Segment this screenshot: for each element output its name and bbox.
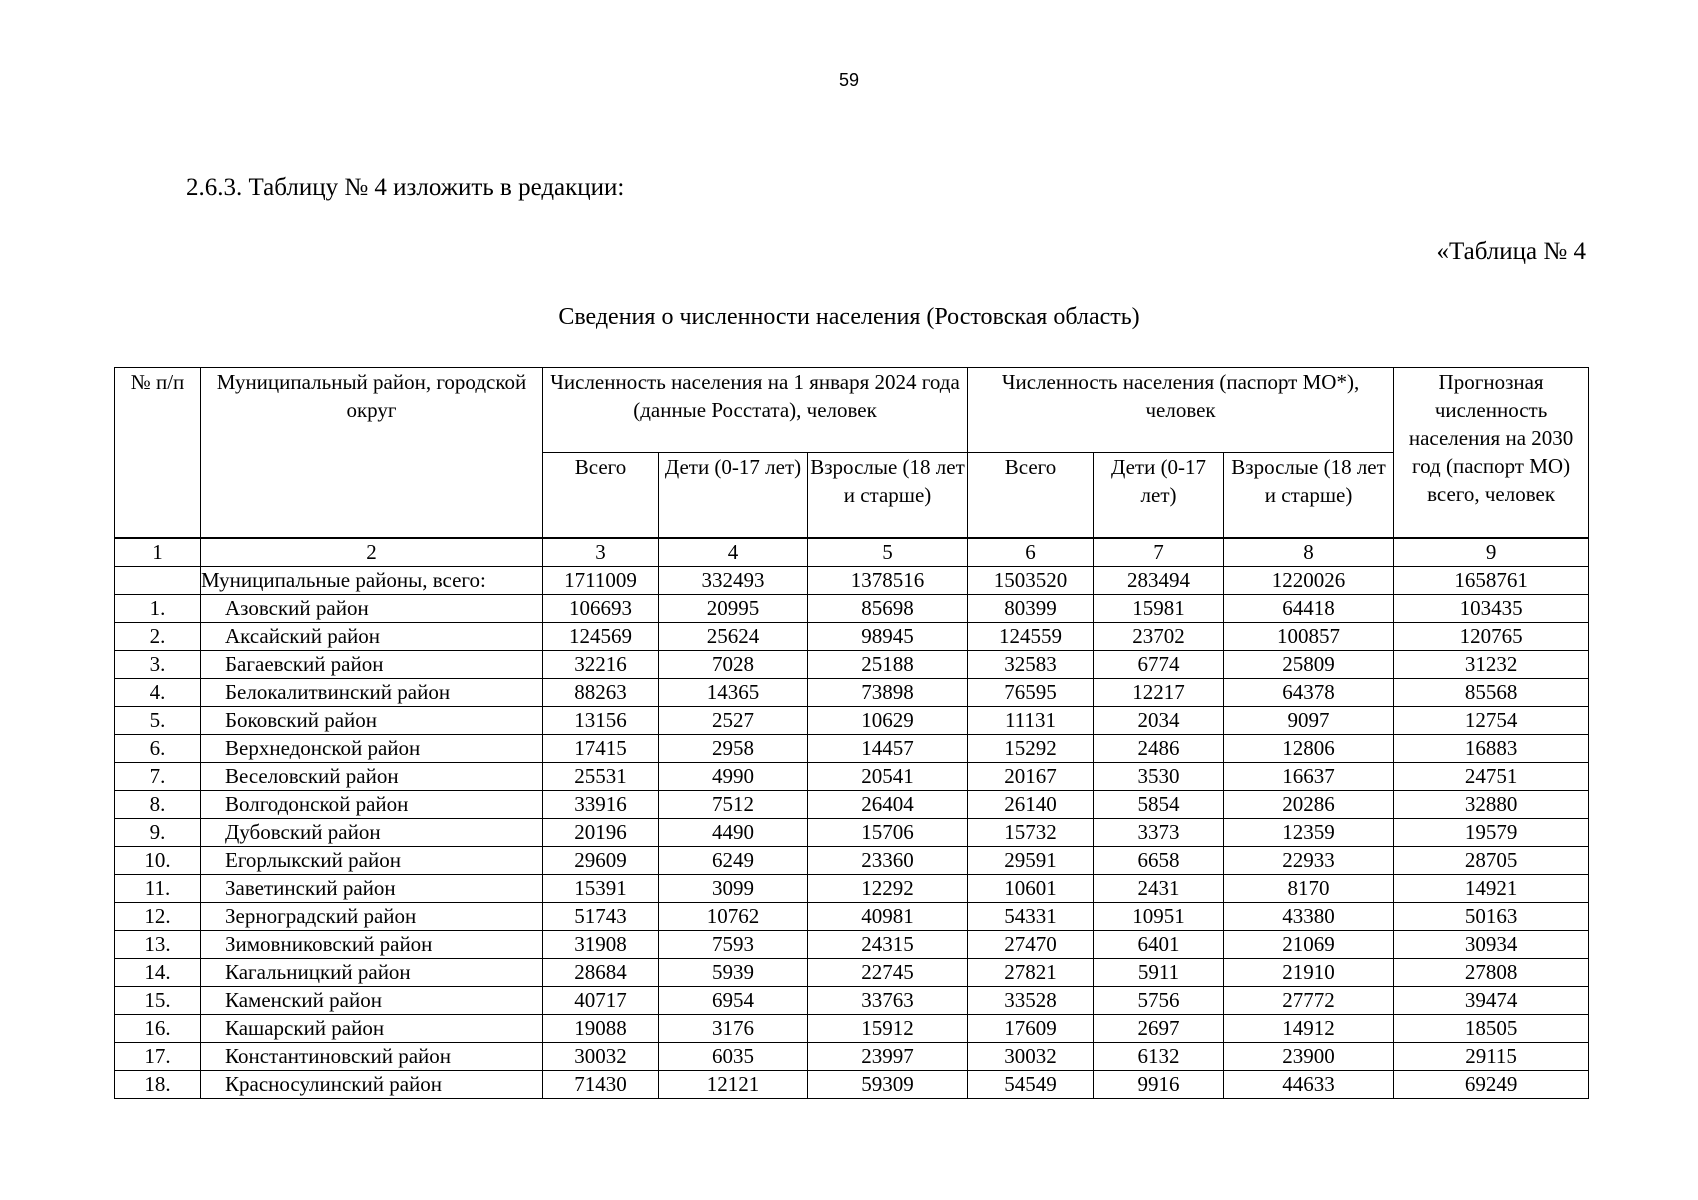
header-rosstat-adults: Взрослые (18 лет и старше): [808, 453, 968, 539]
passport-adults-cell: 14912: [1224, 1015, 1394, 1043]
passport-total-cell: 27821: [968, 959, 1094, 987]
municipality-name-cell: Муниципальные районы, всего:: [201, 567, 543, 595]
rosstat-total-cell: 31908: [543, 931, 659, 959]
column-number: 6: [968, 538, 1094, 567]
column-number: 7: [1094, 538, 1224, 567]
rosstat-adults-cell: 22745: [808, 959, 968, 987]
rosstat-adults-cell: 14457: [808, 735, 968, 763]
column-number: 9: [1394, 538, 1589, 567]
row-number-cell: 11.: [115, 875, 201, 903]
municipality-name-cell: Кашарский район: [201, 1015, 543, 1043]
table-row: [115, 679, 1589, 707]
rosstat-children-cell: 3176: [659, 1015, 808, 1043]
passport-adults-cell: 21069: [1224, 931, 1394, 959]
forecast-2030-cell: 14921: [1394, 875, 1589, 903]
passport-adults-cell: 9097: [1224, 707, 1394, 735]
passport-total-cell: 27470: [968, 931, 1094, 959]
header-forecast: Прогнозная численность населения на 2030 год (паспорт МО) всего, человек: [1394, 368, 1589, 539]
passport-adults-cell: 43380: [1224, 903, 1394, 931]
forecast-2030-cell: 28705: [1394, 847, 1589, 875]
table-row: [115, 595, 1589, 623]
passport-children-cell: 3373: [1094, 819, 1224, 847]
rosstat-adults-cell: 40981: [808, 903, 968, 931]
table-row: [115, 791, 1589, 819]
rosstat-total-cell: 29609: [543, 847, 659, 875]
rosstat-children-cell: 14365: [659, 679, 808, 707]
rosstat-adults-cell: 33763: [808, 987, 968, 1015]
row-number-cell: 16.: [115, 1015, 201, 1043]
rosstat-children-cell: 4990: [659, 763, 808, 791]
forecast-2030-cell: 69249: [1394, 1071, 1589, 1099]
rosstat-children-cell: 7512: [659, 791, 808, 819]
passport-adults-cell: 25809: [1224, 651, 1394, 679]
table-row: [115, 987, 1589, 1015]
rosstat-total-cell: 71430: [543, 1071, 659, 1099]
rosstat-children-cell: 2958: [659, 735, 808, 763]
rosstat-adults-cell: 20541: [808, 763, 968, 791]
passport-adults-cell: 16637: [1224, 763, 1394, 791]
passport-total-cell: 20167: [968, 763, 1094, 791]
rosstat-children-cell: 6249: [659, 847, 808, 875]
instruction-text: 2.6.3. Таблицу № 4 изложить в редакции:: [186, 174, 625, 201]
municipality-name-cell: Зимовниковский район: [201, 931, 543, 959]
forecast-2030-cell: 19579: [1394, 819, 1589, 847]
rosstat-total-cell: 124569: [543, 623, 659, 651]
row-number-cell: 17.: [115, 1043, 201, 1071]
header-passport-adults: Взрослые (18 лет и старше): [1224, 453, 1394, 539]
row-number-cell: 9.: [115, 819, 201, 847]
municipality-name-cell: Каменский район: [201, 987, 543, 1015]
passport-adults-cell: 23900: [1224, 1043, 1394, 1071]
column-number: 5: [808, 538, 968, 567]
passport-children-cell: 5854: [1094, 791, 1224, 819]
table-row: [115, 1043, 1589, 1071]
header-municipality: Муниципальный район, городской округ: [201, 368, 543, 539]
forecast-2030-cell: 12754: [1394, 707, 1589, 735]
population-table: [114, 367, 1589, 1099]
header-rosstat-group: Численность населения на 1 января 2024 года (данные Росстата), человек: [543, 368, 968, 453]
rosstat-total-cell: 33916: [543, 791, 659, 819]
rosstat-children-cell: 4490: [659, 819, 808, 847]
municipality-name-cell: Веселовский район: [201, 763, 543, 791]
table-row: [115, 959, 1589, 987]
table-row: [115, 847, 1589, 875]
forecast-2030-cell: 39474: [1394, 987, 1589, 1015]
passport-children-cell: 15981: [1094, 595, 1224, 623]
passport-children-cell: 6132: [1094, 1043, 1224, 1071]
row-number-cell: [115, 567, 201, 595]
forecast-2030-cell: 85568: [1394, 679, 1589, 707]
passport-children-cell: 283494: [1094, 567, 1224, 595]
municipality-name-cell: Егорлыкский район: [201, 847, 543, 875]
municipality-name-cell: Багаевский район: [201, 651, 543, 679]
forecast-2030-cell: 18505: [1394, 1015, 1589, 1043]
rosstat-children-cell: 6954: [659, 987, 808, 1015]
municipality-name-cell: Аксайский район: [201, 623, 543, 651]
municipality-name-cell: Дубовский район: [201, 819, 543, 847]
row-number-cell: 1.: [115, 595, 201, 623]
forecast-2030-cell: 50163: [1394, 903, 1589, 931]
municipality-name-cell: Боковский район: [201, 707, 543, 735]
row-number-cell: 6.: [115, 735, 201, 763]
rosstat-children-cell: 6035: [659, 1043, 808, 1071]
row-number-cell: 8.: [115, 791, 201, 819]
passport-adults-cell: 27772: [1224, 987, 1394, 1015]
row-number-cell: 4.: [115, 679, 201, 707]
passport-adults-cell: 100857: [1224, 623, 1394, 651]
rosstat-adults-cell: 12292: [808, 875, 968, 903]
row-number-cell: 7.: [115, 763, 201, 791]
column-number: 1: [115, 538, 201, 567]
row-number-cell: 3.: [115, 651, 201, 679]
passport-children-cell: 2034: [1094, 707, 1224, 735]
rosstat-total-cell: 13156: [543, 707, 659, 735]
passport-adults-cell: 44633: [1224, 1071, 1394, 1099]
rosstat-adults-cell: 24315: [808, 931, 968, 959]
header-passport-total: Всего: [968, 453, 1094, 539]
column-number: 2: [201, 538, 543, 567]
column-number: 8: [1224, 538, 1394, 567]
page-number: 59: [838, 70, 860, 90]
table-row: [115, 651, 1589, 679]
municipality-name-cell: Верхнедонской район: [201, 735, 543, 763]
rosstat-adults-cell: 23997: [808, 1043, 968, 1071]
table-row: [115, 1071, 1589, 1099]
rosstat-total-cell: 40717: [543, 987, 659, 1015]
passport-total-cell: 80399: [968, 595, 1094, 623]
rosstat-adults-cell: 15706: [808, 819, 968, 847]
passport-total-cell: 29591: [968, 847, 1094, 875]
row-number-cell: 12.: [115, 903, 201, 931]
passport-children-cell: 6658: [1094, 847, 1224, 875]
rosstat-total-cell: 20196: [543, 819, 659, 847]
rosstat-total-cell: 15391: [543, 875, 659, 903]
passport-children-cell: 3530: [1094, 763, 1224, 791]
passport-adults-cell: 12806: [1224, 735, 1394, 763]
municipality-name-cell: Константиновский район: [201, 1043, 543, 1071]
passport-total-cell: 54331: [968, 903, 1094, 931]
rosstat-adults-cell: 26404: [808, 791, 968, 819]
passport-adults-cell: 20286: [1224, 791, 1394, 819]
passport-total-cell: 30032: [968, 1043, 1094, 1071]
rosstat-adults-cell: 23360: [808, 847, 968, 875]
rosstat-children-cell: 12121: [659, 1071, 808, 1099]
rosstat-adults-cell: 59309: [808, 1071, 968, 1099]
passport-total-cell: 15732: [968, 819, 1094, 847]
passport-adults-cell: 8170: [1224, 875, 1394, 903]
rosstat-adults-cell: 85698: [808, 595, 968, 623]
forecast-2030-cell: 32880: [1394, 791, 1589, 819]
municipality-name-cell: Белокалитвинский район: [201, 679, 543, 707]
rosstat-adults-cell: 1378516: [808, 567, 968, 595]
row-number-cell: 13.: [115, 931, 201, 959]
forecast-2030-cell: 30934: [1394, 931, 1589, 959]
row-number-cell: 2.: [115, 623, 201, 651]
passport-total-cell: 15292: [968, 735, 1094, 763]
passport-total-cell: 32583: [968, 651, 1094, 679]
row-number-cell: 10.: [115, 847, 201, 875]
municipality-name-cell: Заветинский район: [201, 875, 543, 903]
total-row: [115, 567, 1589, 595]
municipality-name-cell: Зерноградский район: [201, 903, 543, 931]
rosstat-children-cell: 7593: [659, 931, 808, 959]
table-row: [115, 623, 1589, 651]
row-number-cell: 15.: [115, 987, 201, 1015]
forecast-2030-cell: 24751: [1394, 763, 1589, 791]
column-number: 4: [659, 538, 808, 567]
rosstat-children-cell: 10762: [659, 903, 808, 931]
passport-children-cell: 12217: [1094, 679, 1224, 707]
rosstat-children-cell: 20995: [659, 595, 808, 623]
passport-total-cell: 17609: [968, 1015, 1094, 1043]
column-number-row: [115, 538, 1589, 567]
passport-adults-cell: 21910: [1224, 959, 1394, 987]
header-rosstat-children: Дети (0-17 лет): [659, 453, 808, 539]
rosstat-children-cell: 25624: [659, 623, 808, 651]
rosstat-children-cell: 332493: [659, 567, 808, 595]
table-reference: «Таблица № 4: [1436, 238, 1586, 265]
passport-adults-cell: 12359: [1224, 819, 1394, 847]
table-row: [115, 763, 1589, 791]
rosstat-total-cell: 51743: [543, 903, 659, 931]
municipality-name-cell: Кагальницкий район: [201, 959, 543, 987]
rosstat-adults-cell: 15912: [808, 1015, 968, 1043]
passport-total-cell: 76595: [968, 679, 1094, 707]
header-num: № п/п: [115, 368, 201, 539]
table-row: [115, 819, 1589, 847]
municipality-name-cell: Азовский район: [201, 595, 543, 623]
rosstat-children-cell: 3099: [659, 875, 808, 903]
rosstat-adults-cell: 10629: [808, 707, 968, 735]
table-body: [115, 567, 1589, 1099]
passport-total-cell: 26140: [968, 791, 1094, 819]
header-passport-group: Численность населения (паспорт МО*), человек: [968, 368, 1394, 453]
forecast-2030-cell: 16883: [1394, 735, 1589, 763]
forecast-2030-cell: 31232: [1394, 651, 1589, 679]
passport-total-cell: 54549: [968, 1071, 1094, 1099]
rosstat-total-cell: 25531: [543, 763, 659, 791]
rosstat-children-cell: 2527: [659, 707, 808, 735]
passport-children-cell: 2697: [1094, 1015, 1224, 1043]
table-row: [115, 931, 1589, 959]
table-row: [115, 707, 1589, 735]
header-passport-children: Дети (0-17 лет): [1094, 453, 1224, 539]
passport-children-cell: 5756: [1094, 987, 1224, 1015]
rosstat-adults-cell: 73898: [808, 679, 968, 707]
passport-adults-cell: 64418: [1224, 595, 1394, 623]
forecast-2030-cell: 120765: [1394, 623, 1589, 651]
header-rosstat-total: Всего: [543, 453, 659, 539]
forecast-2030-cell: 27808: [1394, 959, 1589, 987]
rosstat-adults-cell: 25188: [808, 651, 968, 679]
passport-children-cell: 9916: [1094, 1071, 1224, 1099]
forecast-2030-cell: 103435: [1394, 595, 1589, 623]
rosstat-children-cell: 5939: [659, 959, 808, 987]
passport-children-cell: 2486: [1094, 735, 1224, 763]
passport-adults-cell: 22933: [1224, 847, 1394, 875]
passport-children-cell: 10951: [1094, 903, 1224, 931]
municipality-name-cell: Красносулинский район: [201, 1071, 543, 1099]
municipality-name-cell: Волгодонской район: [201, 791, 543, 819]
passport-total-cell: 11131: [968, 707, 1094, 735]
table-row: [115, 903, 1589, 931]
rosstat-total-cell: 19088: [543, 1015, 659, 1043]
rosstat-total-cell: 106693: [543, 595, 659, 623]
rosstat-total-cell: 88263: [543, 679, 659, 707]
passport-total-cell: 124559: [968, 623, 1094, 651]
passport-total-cell: 10601: [968, 875, 1094, 903]
table-title: Сведения о численности населения (Ростовская область): [558, 304, 1140, 330]
table-row: [115, 1015, 1589, 1043]
row-number-cell: 14.: [115, 959, 201, 987]
row-number-cell: 18.: [115, 1071, 201, 1099]
table-row: [115, 735, 1589, 763]
passport-total-cell: 1503520: [968, 567, 1094, 595]
rosstat-children-cell: 7028: [659, 651, 808, 679]
table-row: [115, 875, 1589, 903]
passport-children-cell: 5911: [1094, 959, 1224, 987]
row-number-cell: 5.: [115, 707, 201, 735]
forecast-2030-cell: 1658761: [1394, 567, 1589, 595]
passport-children-cell: 2431: [1094, 875, 1224, 903]
passport-children-cell: 23702: [1094, 623, 1224, 651]
rosstat-total-cell: 28684: [543, 959, 659, 987]
passport-children-cell: 6401: [1094, 931, 1224, 959]
rosstat-total-cell: 1711009: [543, 567, 659, 595]
rosstat-total-cell: 30032: [543, 1043, 659, 1071]
rosstat-adults-cell: 98945: [808, 623, 968, 651]
rosstat-total-cell: 32216: [543, 651, 659, 679]
passport-adults-cell: 1220026: [1224, 567, 1394, 595]
passport-children-cell: 6774: [1094, 651, 1224, 679]
passport-total-cell: 33528: [968, 987, 1094, 1015]
forecast-2030-cell: 29115: [1394, 1043, 1589, 1071]
passport-adults-cell: 64378: [1224, 679, 1394, 707]
rosstat-total-cell: 17415: [543, 735, 659, 763]
column-number: 3: [543, 538, 659, 567]
